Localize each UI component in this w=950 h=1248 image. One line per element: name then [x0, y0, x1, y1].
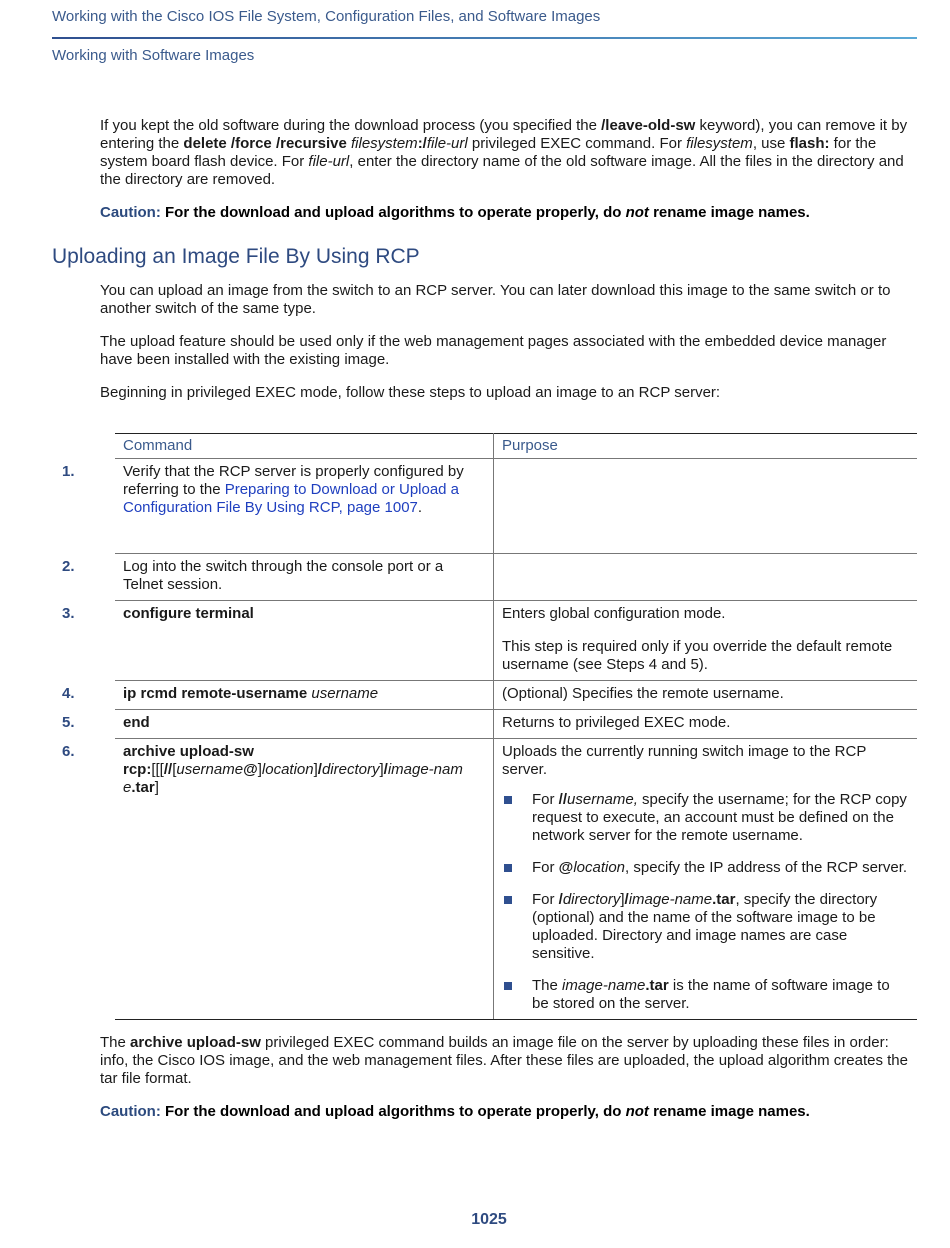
- step-number: 1.: [62, 463, 75, 480]
- table-row: [115, 601, 917, 681]
- column-header-command: Command: [115, 434, 494, 459]
- command-cell: 4. ip rcmd remote-username username: [115, 681, 494, 710]
- list-item: For /directory]/image-name.tar, specify the directory (optional) and the name of the software image to be uploaded. Directory and image names are case sensitive.: [502, 891, 909, 963]
- step-number: 4.: [62, 685, 75, 702]
- command-cell: 5. end: [115, 710, 494, 739]
- running-header-section: Working with Software Images: [52, 47, 255, 64]
- header-rule: [52, 37, 917, 39]
- purpose-cell: Uploads the currently running switch image to the RCP server. For //username, specify the username; for the RCP copy request to execute, an account must be defined on the network server for the remote username. For @location, specify the IP address of the RCP server. For /directory]/image-name.tar, specify the directory (optional) and the name of the software image to be uploaded. Directory and image names are case sensitive. The image-name.tar is the name of software image to be stored on the server.: [494, 739, 918, 1020]
- paragraph-steps-intro: Beginning in privileged EXEC mode, follow these steps to upload an image to an RCP server:: [100, 384, 721, 401]
- caution-note-2: Caution: For the download and upload algorithms to operate properly, do not rename image names.: [100, 1103, 810, 1120]
- page-number: 1025: [471, 1211, 507, 1228]
- purpose-cell: [494, 554, 918, 601]
- caution-note-1: Caution: For the download and upload algorithms to operate properly, do not rename image names.: [100, 204, 810, 221]
- list-item: The image-name.tar is the name of software image to be stored on the server.: [502, 977, 909, 1013]
- step-number: 2.: [62, 558, 75, 575]
- bullet-list: [502, 791, 909, 1013]
- table-row: [115, 459, 917, 554]
- list-item: For @location, specify the IP address of the RCP server.: [502, 859, 909, 877]
- step-number: 6.: [62, 743, 75, 760]
- table-row: [115, 554, 917, 601]
- paragraph-upload-intro: You can upload an image from the switch to an RCP server. You can later download this image to the same switch or to another switch of the same type.: [100, 282, 891, 317]
- intro-paragraph: If you kept the old software during the download process (you specified the /leave-old-sw keyword), you can remove it by entering the delete /force /recursive filesystem:/file-url privileged EXEC command. For filesystem, use flash: for the system board flash device. For file-url, enter the directory name of the old software image. All the files in the directory and the directory are removed.: [100, 117, 908, 188]
- table-row: [115, 739, 917, 1020]
- command-cell: 3. configure terminal: [115, 601, 494, 681]
- table-header-row: [115, 434, 917, 459]
- step-number: 3.: [62, 605, 75, 622]
- paragraph-upload-feature: The upload feature should be used only if the web management pages associated with the embedded device manager have been installed with the existing image.: [100, 333, 887, 368]
- purpose-cell: [494, 459, 918, 554]
- column-header-purpose: Purpose: [494, 434, 918, 459]
- outro-paragraph: The archive upload-sw privileged EXEC command builds an image file on the server by uploading these files in order: info, the Cisco IOS image, and the web management files. After these files are uploaded, the upload algorithm creates the tar file format.: [100, 1034, 908, 1087]
- list-item: For //username, specify the username; for the RCP copy request to execute, an account must be defined on the network server for the remote username.: [502, 791, 909, 845]
- procedure-table: [62, 433, 917, 1020]
- table-row: [115, 681, 917, 710]
- purpose-cell: (Optional) Specifies the remote username.: [494, 681, 918, 710]
- section-heading: Uploading an Image File By Using RCP: [52, 245, 420, 268]
- table-row: [115, 710, 917, 739]
- purpose-cell: Enters global configuration mode. This step is required only if you override the default remote username (see Steps 4 and 5).: [494, 601, 918, 681]
- purpose-cell: Returns to privileged EXEC mode.: [494, 710, 918, 739]
- running-header-chapter: Working with the Cisco IOS File System, Configuration Files, and Software Images: [52, 8, 601, 25]
- command-cell: 1. Verify that the RCP server is properly configured by referring to the Preparing to Download or Upload a Configuration File By Using RCP, page 1007.: [115, 459, 494, 554]
- cross-reference-link[interactable]: Preparing to Download or Upload a Configuration File By Using RCP, page 1007: [123, 481, 460, 516]
- command-cell: 2. Log into the switch through the console port or a Telnet session.: [115, 554, 494, 601]
- step-number: 5.: [62, 714, 75, 731]
- command-cell: 6. archive upload-sw rcp:[[[//[username@]location]/directory]/image-nam e.tar]: [115, 739, 494, 1020]
